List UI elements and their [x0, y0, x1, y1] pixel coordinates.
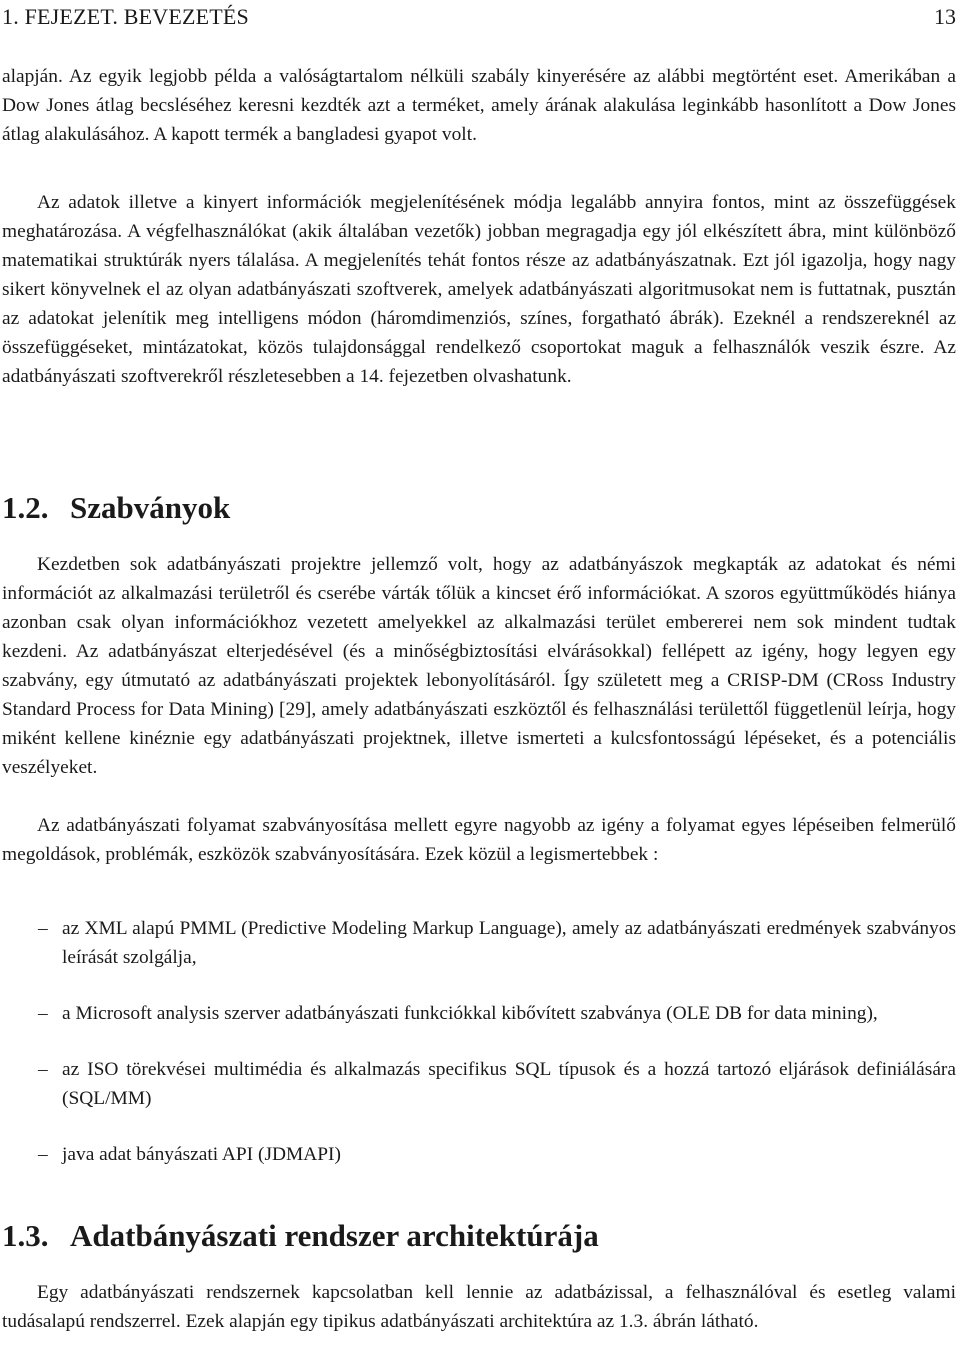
paragraph-2: Az adatok illetve a kinyert információk megjelenítésének módja legalább annyira fontos, mint az összefüggések meghatározása. A végfelhasználókat (akik általában vezetők) jobban megragadja egy jól elkészített ábra, mint különböző matematikai struktúrák nyers tálalása. A megjelenítés tehát fontos része az adatbányászatnak. Ezt jól igazolja, hogy nagy sikert könyvelnek el az olyan adatbányászati szoftverek, amelyek adatbányászati algoritmusokat nem is futtatnak, pusztán az adatokat jelenítik meg intelligens módon (háromdimenziós, színes, forgatható ábrák). Ezeknél a rendszereknél az összefüggéseket, mintázatokat, közös tulajdonsággal rendelkező csoportokat maguk a felhasználók veszik észre. Az adatbányászati szoftverekről részletesebben a 14. fejezetben olvashatunk.: [2, 192, 956, 388]
section-heading-1-2: [2, 488, 230, 528]
paragraph-3: Kezdetben sok adatbányászati projektre jellemző volt, hogy az adatbányászok megkapták az adatokat és némi információt az alkalmazási területről és cserébe várták tőlük a kincset érő információkat. A szoros együttműködés hiánya azonban csak olyan információkhoz vezetett amelyekkel az alkalmazási terület embererei nem sok mindent tudtak kezdeni. Az adatbányászat elterjedésével (és a minőségbiztosítási elvárásokkal) fellépett az igény, hogy legyen egy szabvány, egy útmutató az adatbányászati projektek lebonyolításáról. Így született meg a CRISP-DM (CRoss Industry Standard Process for Data Mining) [29], amely adatbányászati eszköztől és felhasználási területtől függetlenül leírja, hogy miként kellene kinéznie egy adatbányászati projektnek, illetve ismerteti a kulcsfontosságú lépéseket, és a potenciális veszélyeket.: [2, 554, 956, 779]
list-item: [2, 999, 956, 1028]
page-number: 13: [934, 4, 956, 29]
paragraph-5: Egy adatbányászati rendszernek kapcsolatban kell lennie az adatbázissal, a felhasználóval és esetleg valami tudásalapú rendszerrel. Ezek alapján egy tipikus adatbányászati architektúra az 1.3. ábrán látható.: [2, 1282, 956, 1333]
list-bullet: –: [38, 1059, 48, 1081]
section-heading-1-3: [2, 1216, 599, 1256]
chapter-title: 1. FEJEZET. BEVEZETÉS: [2, 4, 249, 29]
list-bullet: –: [38, 1144, 48, 1166]
list-bullet: –: [38, 1003, 48, 1025]
section-number: 1.3.: [2, 1218, 49, 1253]
running-head: [2, 2, 956, 32]
section-title: Szabványok: [70, 490, 231, 525]
section-title: Adatbányászati rendszer architektúrája: [70, 1218, 599, 1253]
section-number: 1.2.: [2, 490, 49, 525]
list-item-text: az XML alapú PMML (Predictive Modeling Markup Language), amely az adatbányászati eredmények szabványos leírását szolgálja,: [62, 918, 956, 969]
list-bullet: –: [38, 918, 48, 939]
standards-list: [2, 914, 956, 1169]
list-item: [2, 1140, 956, 1169]
paragraph-1: alapján. Az egyik legjobb példa a valóságtartalom nélküli szabály kinyerésére az alábbi megtörtént eset. Amerikában a Dow Jones átlag becsléséhez keresni kezdték azt a terméket, amely árának alakulása leginkább hasonlított a Dow Jones átlag alakulásához. A kapott termék a bangladesi gyapot volt.: [2, 66, 956, 146]
list-item: [2, 914, 956, 972]
list-item: [2, 1055, 956, 1113]
list-item-text: az ISO törekvései multimédia és alkalmazás specifikus SQL típusok és a hozzá tartozó eljárások definiálására (SQL/MM): [62, 1059, 956, 1110]
list-item-text: a Microsoft analysis szerver adatbányászati funkciókkal kibővített szabványa (OLE DB for data mining),: [62, 1003, 878, 1025]
paragraph-4: Az adatbányászati folyamat szabványosítása mellett egyre nagyobb az igény a folyamat egyes lépéseiben felmerülő megoldások, problémák, eszközök szabványosítására. Ezek közül a legismertebbek :: [2, 815, 956, 866]
list-item-text: java adat bányászati API (JDMAPI): [62, 1144, 341, 1166]
